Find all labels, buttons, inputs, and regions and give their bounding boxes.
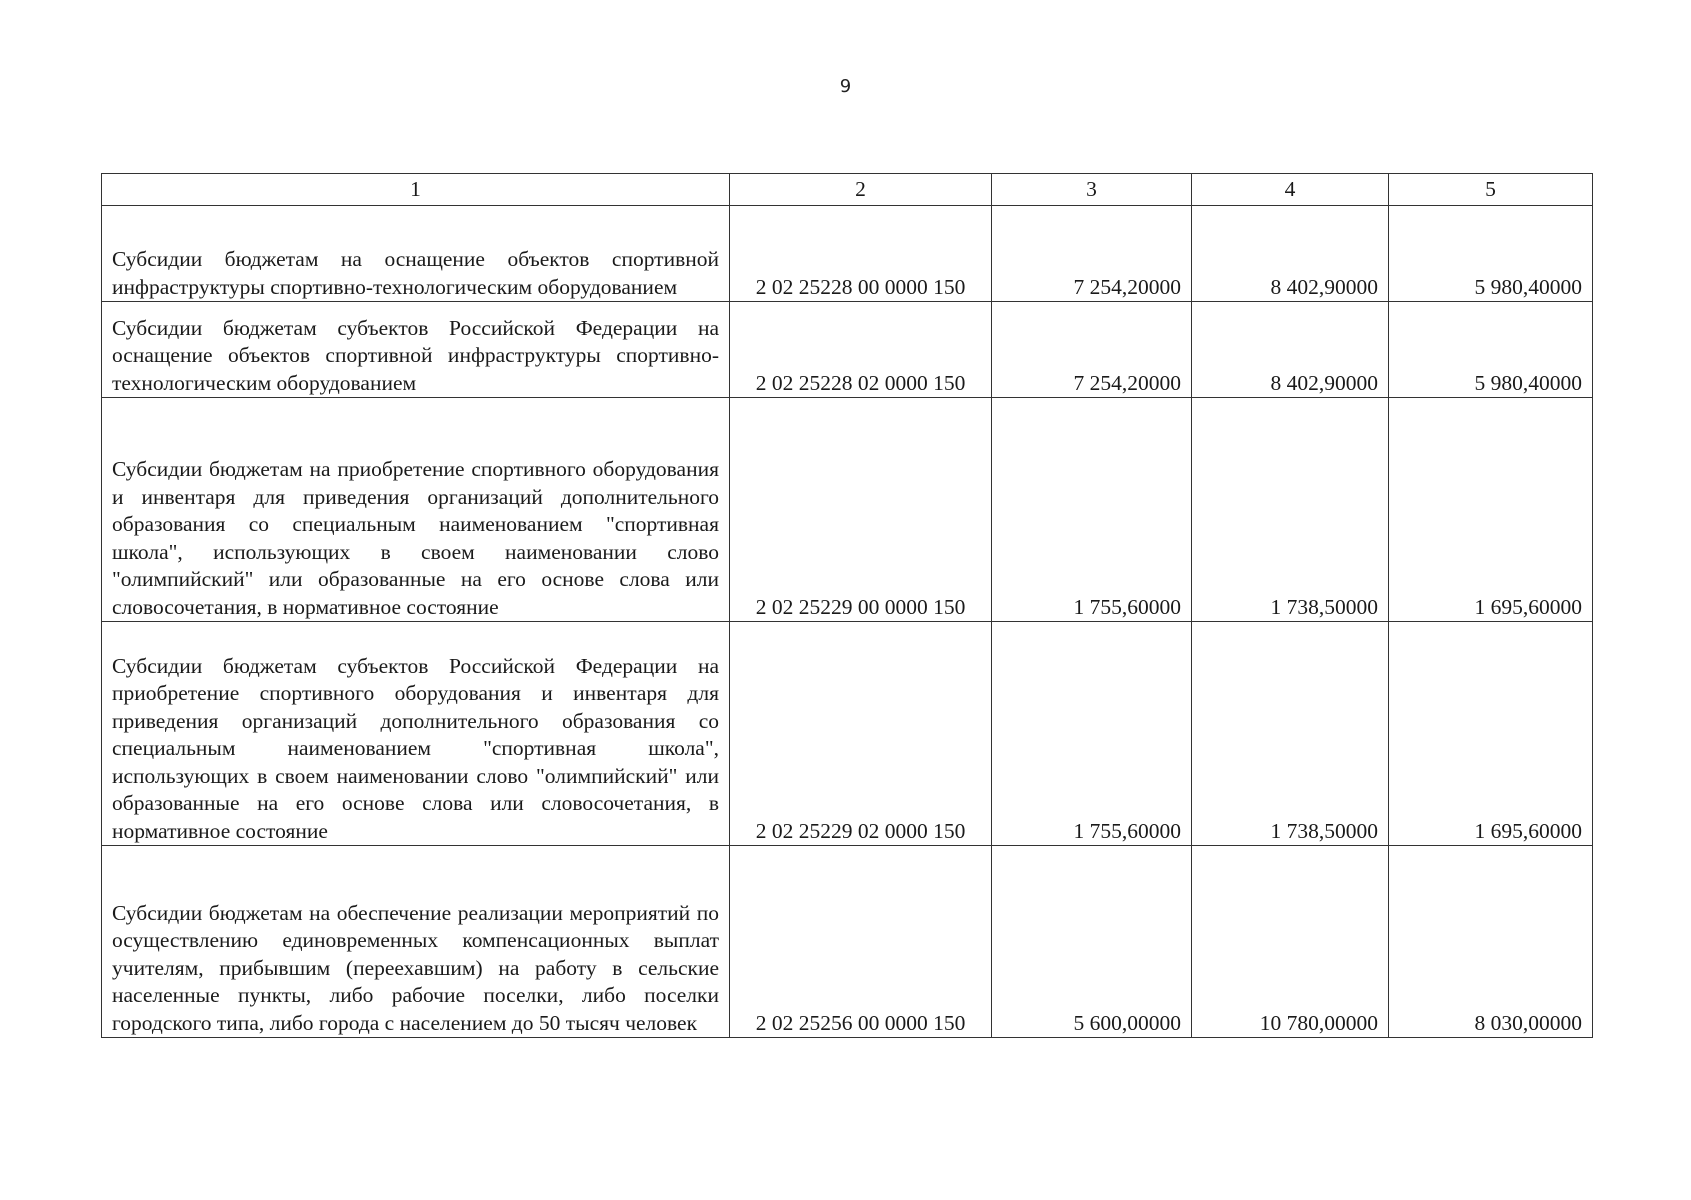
- row-value-col5: 8 030,00000: [1389, 846, 1593, 1038]
- row-value-col3: 1 755,60000: [992, 622, 1192, 846]
- row-value-col4: 1 738,50000: [1192, 398, 1389, 622]
- row-code: 2 02 25228 02 0000 150: [730, 302, 992, 398]
- row-value-col3: 7 254,20000: [992, 206, 1192, 302]
- row-value-col4: 8 402,90000: [1192, 206, 1389, 302]
- table-row: [102, 622, 1593, 846]
- row-value-col5: 1 695,60000: [1389, 622, 1593, 846]
- row-description: Субсидии бюджетам на приобретение спортивного оборудования и инвентаря для приведения организаций дополнительного образования со специальным наименованием "спортивная школа", использующих в своем наименовании слово "олимпийский" или образованные на его основе слова или словосочетания, в нормативное состояние: [102, 398, 730, 622]
- column-header-3: 3: [992, 174, 1192, 206]
- row-value-col5: 1 695,60000: [1389, 398, 1593, 622]
- row-description: Субсидии бюджетам субъектов Российской Федерации на приобретение спортивного оборудования и инвентаря для приведения организаций дополнительного образования со специальным наименованием "спортивная школа", использующих в своем наименовании слово "олимпийский" или образованные на его основе слова или словосочетания, в нормативное состояние: [102, 622, 730, 846]
- row-value-col4: 8 402,90000: [1192, 302, 1389, 398]
- table-row: [102, 846, 1593, 1038]
- table-row: [102, 302, 1593, 398]
- column-header-4: 4: [1192, 174, 1389, 206]
- row-value-col4: 10 780,00000: [1192, 846, 1389, 1038]
- column-header-1: 1: [102, 174, 730, 206]
- row-value-col5: 5 980,40000: [1389, 302, 1593, 398]
- row-value-col5: 5 980,40000: [1389, 206, 1593, 302]
- table-row: [102, 398, 1593, 622]
- row-description: Субсидии бюджетам субъектов Российской Федерации на оснащение объектов спортивной инфраструктуры спортивно-технологическим оборудованием: [102, 302, 730, 398]
- row-code: 2 02 25256 00 0000 150: [730, 846, 992, 1038]
- row-code: 2 02 25229 02 0000 150: [730, 622, 992, 846]
- row-value-col3: 5 600,00000: [992, 846, 1192, 1038]
- row-value-col3: 1 755,60000: [992, 398, 1192, 622]
- table-header-row: [102, 174, 1593, 206]
- row-value-col4: 1 738,50000: [1192, 622, 1389, 846]
- page-number: 9: [839, 76, 852, 97]
- column-header-5: 5: [1389, 174, 1593, 206]
- row-description: Субсидии бюджетам на оснащение объектов спортивной инфраструктуры спортивно-технологическим оборудованием: [102, 206, 730, 302]
- row-code: 2 02 25229 00 0000 150: [730, 398, 992, 622]
- row-code: 2 02 25228 00 0000 150: [730, 206, 992, 302]
- row-value-col3: 7 254,20000: [992, 302, 1192, 398]
- budget-table: [101, 173, 1593, 1038]
- table-row: [102, 206, 1593, 302]
- row-description: Субсидии бюджетам на обеспечение реализации мероприятий по осуществлению единовременных компенсационных выплат учителям, прибывшим (переехавшим) на работу в сельские населенные пункты, либо рабочие поселки, либо поселки городского типа, либо города с населением до 50 тысяч человек: [102, 846, 730, 1038]
- column-header-2: 2: [730, 174, 992, 206]
